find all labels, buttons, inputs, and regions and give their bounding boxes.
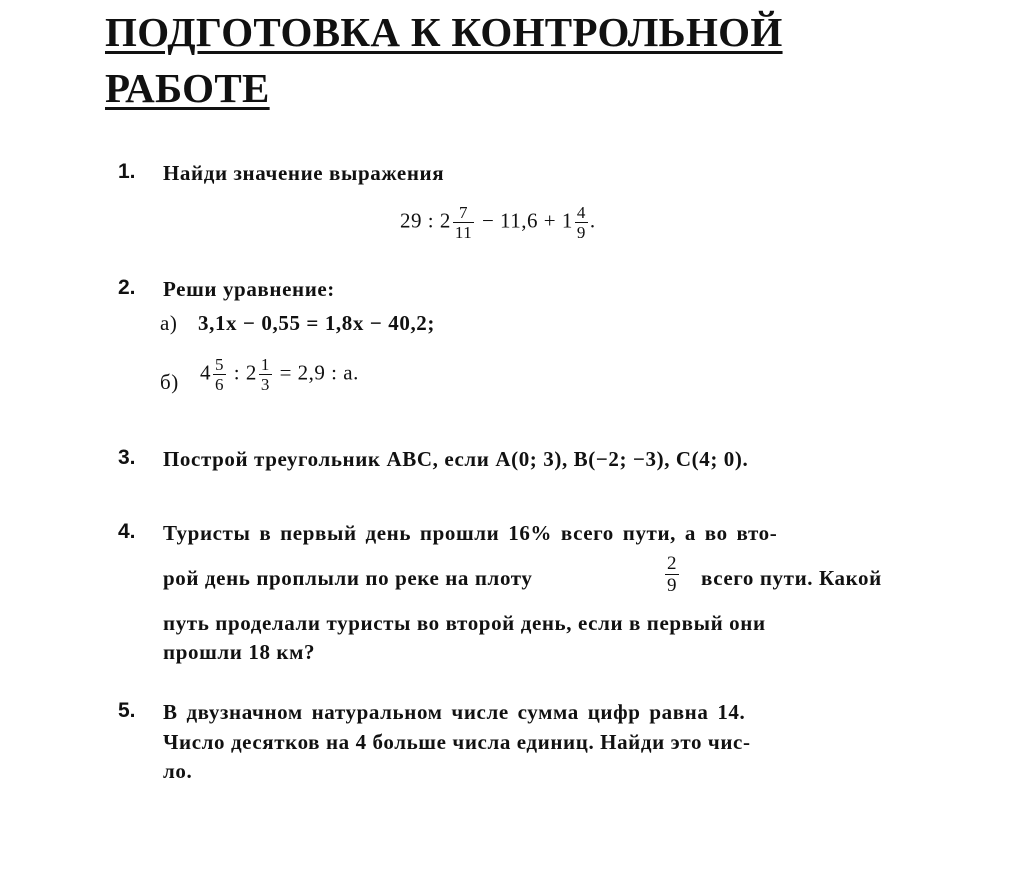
task-4-line-2a: рой день проплыли по реке на плоту [163,566,533,590]
fraction-2-9: $\frac{2}{9}$ [667,553,677,596]
task-2a-label: а) [160,311,178,335]
task-2-number: 2. [118,276,136,299]
expr-part-a: 29 : 2 [400,208,451,233]
task-4-line-4: прошли 18 км? [163,640,316,664]
fraction-1-3: $\frac{1}{3}$ [260,355,270,394]
page-title [105,4,905,116]
task-5-line-2: Число десятков на 4 больше числа единиц. Найди это чис- [163,730,751,754]
task-4-number: 4. [118,520,136,543]
task-4-line-3: путь проделали туристы во второй день, если в первый они [163,611,766,635]
task-3-text: Построй треугольник ABC, если A(0; 3), B(−2; −3), C(4; 0). [163,447,749,471]
task-2b-equation: 4 $\frac{5}{6}$ : 2 $\frac{1}{3}$ = 2,9 : a. [200,355,359,394]
task-4-line-1: Туристы в первый день прошли 16% всего пути, а во вто- [163,521,778,545]
task-2b-label: б) [160,370,179,394]
task-1-expression [400,203,596,242]
expr-part-b: − 11,6 + 1 [481,208,573,233]
task-3-number: 3. [118,446,136,469]
task-1-text: Найди значение выражения [163,161,445,185]
task-4-line-2b: всего пути. Какой [701,566,882,590]
expr-part-c: . [589,208,596,233]
task-2-text: Реши уравнение: [163,277,335,301]
task-2a-equation: 3,1x − 0,55 = 1,8x − 40,2; [198,311,435,335]
task-5-line-3: ло. [163,759,193,783]
fraction-5-6: $\frac{5}{6}$ [215,355,224,394]
title-line-1: ПОДГОТОВКА К КОНТРОЛЬНОЙ [105,9,783,55]
title-line-2: РАБОТЕ [105,65,270,111]
fraction-7-11: $\frac{7}{11}$ [454,203,473,242]
task-1-number: 1. [118,160,136,183]
task-5-number: 5. [118,699,136,722]
fraction-4-9: $\frac{4}{9}$ [576,203,586,242]
task-5-line-1: В двузначном натуральном числе сумма цифр равна 14. [163,700,746,724]
